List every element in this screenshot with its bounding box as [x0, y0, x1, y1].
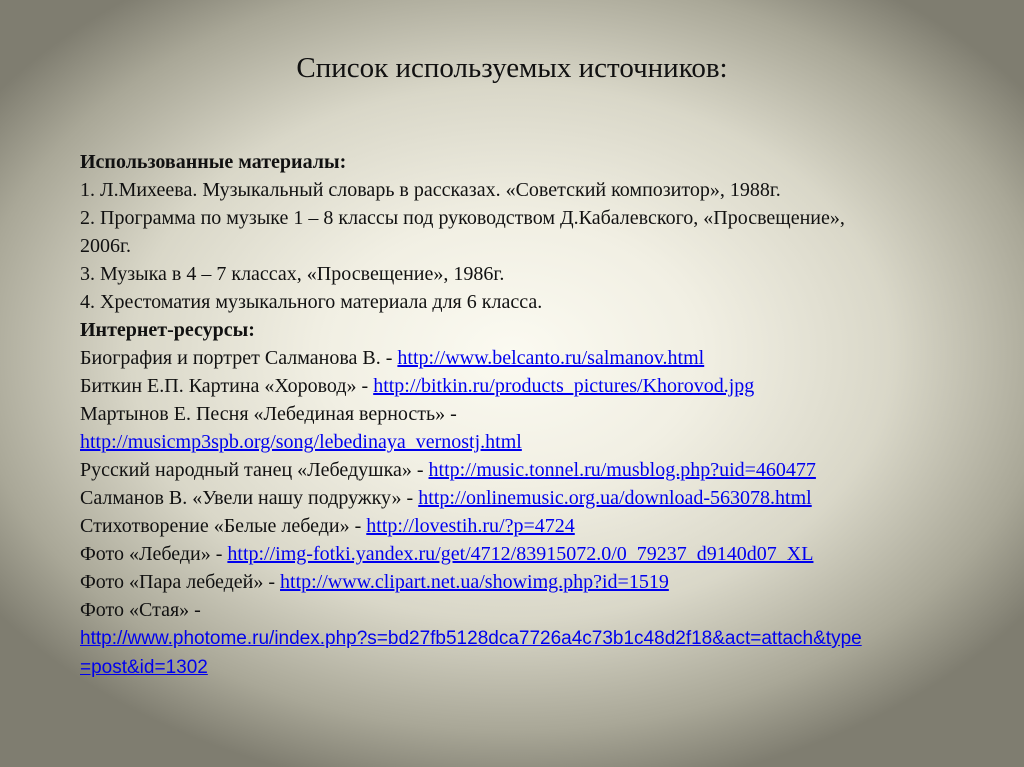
resource-label: Стихотворение «Белые лебеди» -: [80, 515, 367, 537]
resource-label: Русский народный танец «Лебедушка» -: [80, 459, 429, 481]
resource-item: [80, 568, 980, 596]
resource-item: [80, 484, 980, 512]
resource-item-link-line: [80, 624, 980, 653]
resource-link-continued[interactable]: =post&id=1302: [80, 657, 208, 678]
resource-item: [80, 344, 980, 372]
resource-link[interactable]: http://img-fotki.yandex.ru/get/4712/83915072.0/0_79237_d9140d07_XL: [227, 543, 814, 565]
resource-item: [80, 400, 980, 428]
resource-link[interactable]: http://onlinemusic.org.ua/download-563078.html: [418, 487, 812, 509]
resource-item: [80, 596, 980, 624]
resource-link[interactable]: http://musicmp3spb.org/song/lebedinaya_vernostj.html: [80, 431, 522, 453]
material-item: 4. Хрестоматия музыкального материала для 6 класса.: [80, 291, 543, 313]
resource-item-link-continued: [80, 653, 980, 682]
resource-link[interactable]: http://www.clipart.net.ua/showimg.php?id=1519: [280, 571, 669, 593]
resource-label: Мартынов Е. Песня «Лебединая верность» -: [80, 403, 457, 425]
resource-item: [80, 372, 980, 400]
resource-label: Фото «Пара лебедей» -: [80, 571, 281, 593]
resource-label: Фото «Стая» -: [80, 599, 201, 621]
resource-item: [80, 456, 980, 484]
slide-title: Список используемых источников:: [296, 52, 728, 84]
resource-link[interactable]: http://www.photome.ru/index.php?s=bd27fb5128dca7726a4c73b1c48d2f18&act=attach&type: [80, 628, 862, 649]
material-item-continued: 2006г.: [80, 235, 131, 257]
resource-item-link-line: [80, 428, 980, 456]
resource-link[interactable]: http://bitkin.ru/products_pictures/Khorovod.jpg: [373, 375, 755, 397]
material-item: 1. Л.Михеева. Музыкальный словарь в рассказах. «Советский композитор», 1988г.: [80, 179, 781, 201]
material-item: 2. Программа по музыке 1 – 8 классы под руководством Д.Кабалевского, «Просвещение»,: [80, 207, 845, 229]
resource-label: Салманов В. «Увели нашу подружку» -: [80, 487, 419, 509]
resource-label: Биография и портрет Салманова В. -: [80, 347, 398, 369]
resource-label: Фото «Лебеди» -: [80, 543, 228, 565]
resource-link[interactable]: http://lovestih.ru/?p=4724: [366, 515, 575, 537]
resource-item: [80, 512, 980, 540]
resource-item: [80, 540, 980, 568]
resource-link[interactable]: http://music.tonnel.ru/musblog.php?uid=460477: [428, 459, 816, 481]
sources-list: [80, 148, 980, 682]
internet-heading: Интернет-ресурсы:: [80, 319, 255, 341]
resource-label: Биткин Е.П. Картина «Хоровод» -: [80, 375, 374, 397]
materials-heading: Использованные материалы:: [80, 151, 347, 173]
resource-link[interactable]: http://www.belcanto.ru/salmanov.html: [397, 347, 705, 369]
material-item: 3. Музыка в 4 – 7 классах, «Просвещение», 1986г.: [80, 263, 505, 285]
